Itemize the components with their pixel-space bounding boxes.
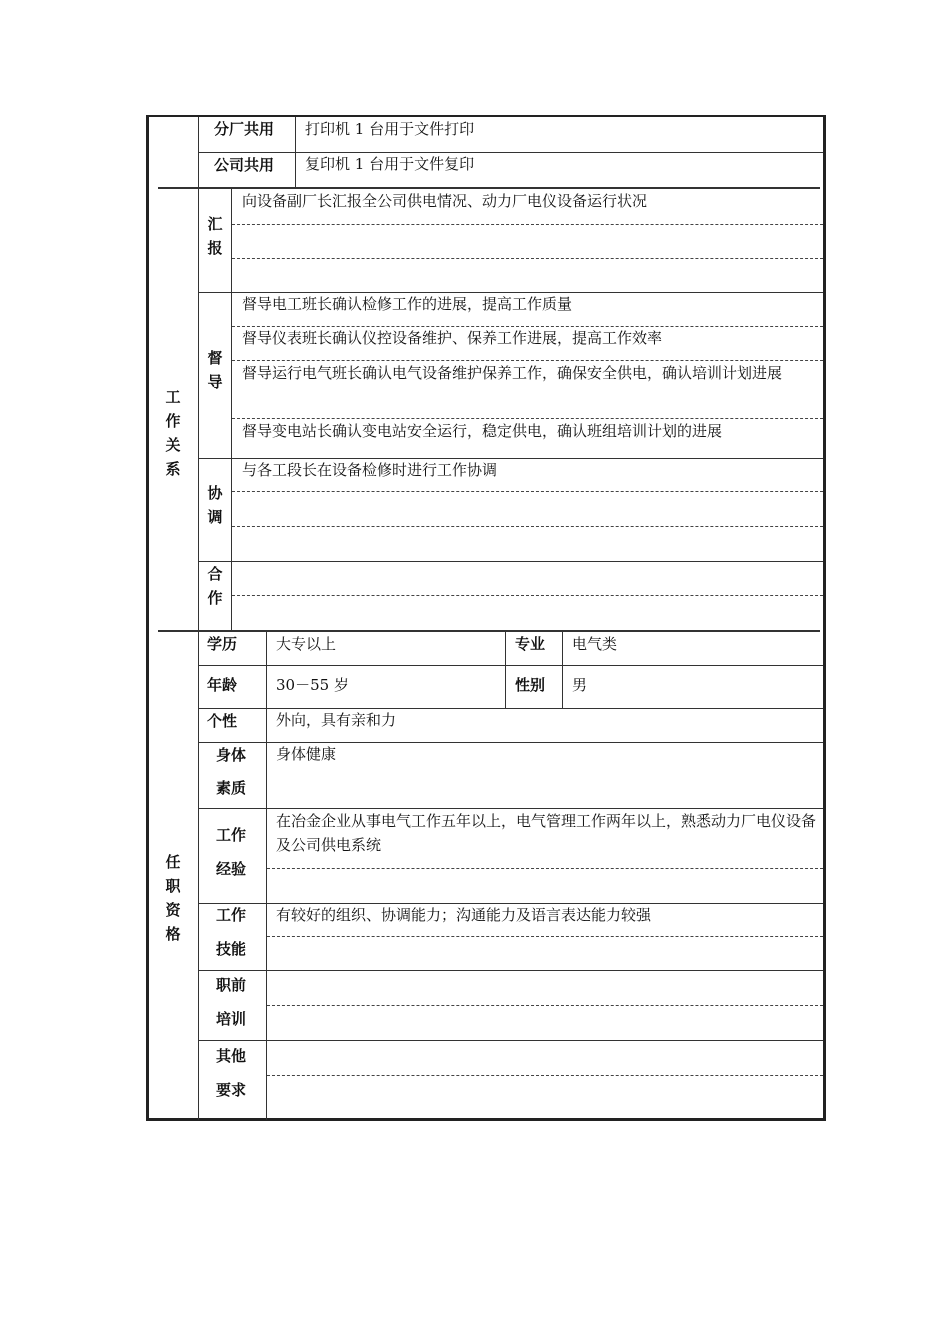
major-value: 电气类 [572, 635, 618, 653]
dashed-rule [267, 1005, 823, 1006]
divider [231, 189, 232, 631]
age-label: 年龄 [207, 676, 238, 694]
report-item: 向设备副厂长汇报全公司供电情况、动力厂电仪设备运行状况 [242, 192, 648, 210]
gender-value: 男 [572, 676, 588, 694]
experience-label: 工作 [216, 826, 247, 844]
major-label: 专业 [515, 635, 546, 653]
coordinate-label: 协调 [207, 484, 223, 526]
supervise-label: 督导 [207, 349, 223, 391]
education-label: 学历 [207, 635, 238, 653]
training-label: 职前 [216, 976, 247, 994]
health-value: 身体健康 [276, 745, 337, 763]
divider [158, 187, 820, 189]
dashed-rule [267, 1075, 823, 1076]
cooperate-label: 合作 [207, 565, 223, 607]
gender-label: 性别 [515, 676, 546, 694]
health-label: 身体 [216, 746, 247, 764]
divider [198, 632, 199, 1120]
personality-label: 个性 [207, 712, 238, 730]
branch-shared-label: 分厂共用 [214, 120, 275, 138]
age-value: 30－55 岁 [276, 676, 349, 694]
supervise-item: 督导仪表班长确认仪控设备维护、保养工作进展，提高工作效率 [242, 329, 663, 347]
dashed-rule [232, 491, 823, 492]
divider [198, 1040, 823, 1041]
skills-label: 技能 [216, 940, 247, 958]
health-label: 素质 [216, 779, 247, 797]
branch-shared-value: 打印机 1 台用于文件打印 [305, 120, 475, 138]
training-label: 培训 [216, 1010, 247, 1028]
divider [562, 632, 563, 708]
company-shared-value: 复印机 1 台用于文件复印 [305, 155, 475, 173]
supervise-item: 督导变电站长确认变电站安全运行，稳定供电，确认班组培训计划的进展 [242, 422, 723, 440]
company-shared-label: 公司共用 [214, 156, 275, 174]
divider [198, 665, 823, 666]
experience-value: 在冶金企业从事电气工作五年以上，电气管理工作两年以上，熟悉动力厂电仪设备及公司供电系统 [276, 812, 817, 854]
skills-value: 有较好的组织、协调能力；沟通能力及语言表达能力较强 [276, 906, 652, 924]
coordinate-item: 与各工段长在设备检修时进行工作协调 [242, 461, 498, 479]
personality-value: 外向，具有亲和力 [276, 711, 397, 729]
divider [198, 561, 823, 562]
dashed-rule [232, 595, 823, 596]
other-label: 其他 [216, 1047, 247, 1065]
dashed-rule [232, 526, 823, 527]
skills-label: 工作 [216, 906, 247, 924]
dashed-rule [232, 418, 823, 419]
divider [158, 630, 820, 632]
divider [266, 632, 267, 1120]
other-label: 要求 [216, 1081, 247, 1099]
education-value: 大专以上 [276, 635, 337, 653]
divider [198, 152, 823, 153]
divider [198, 970, 823, 971]
dashed-rule [232, 258, 823, 259]
divider [198, 189, 199, 631]
dashed-rule [267, 936, 823, 937]
qualification-label: 任职资格 [165, 853, 181, 943]
report-label: 汇报 [207, 215, 223, 257]
divider [505, 632, 506, 708]
experience-label: 经验 [216, 860, 247, 878]
supervise-item: 督导运行电气班长确认电气设备维护保养工作，确保安全供电，确认培训计划进展 [242, 364, 783, 382]
work-relations-label: 工作关系 [165, 388, 181, 478]
dashed-rule [267, 868, 823, 869]
dashed-rule [232, 224, 823, 225]
supervise-item: 督导电工班长确认检修工作的进展，提高工作质量 [242, 295, 573, 313]
